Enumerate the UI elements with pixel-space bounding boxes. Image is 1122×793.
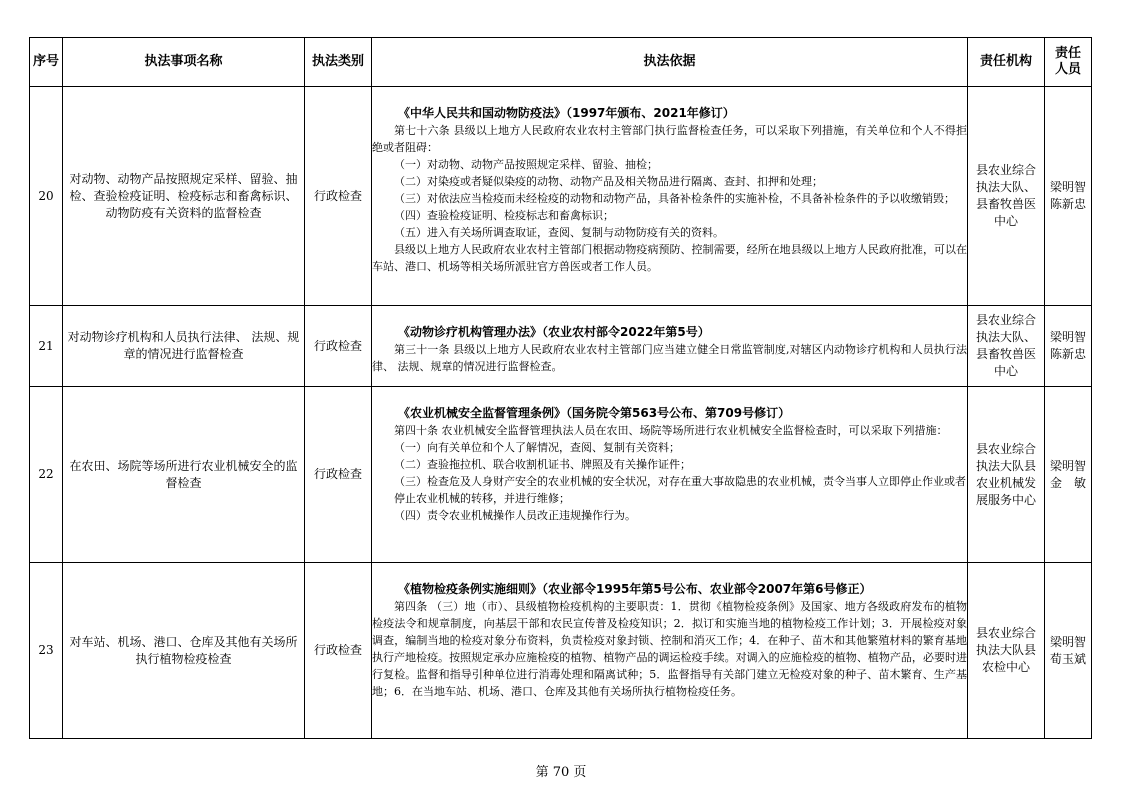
page-number: 第 70 页 [535, 765, 587, 780]
item-name [63, 387, 305, 563]
law-title: 《农业机械安全监督管理条例》（国务院令第563号公布、第709号修订） [398, 406, 791, 420]
row-number: 22 [30, 387, 63, 563]
header-agency: 责任机构 [968, 38, 1045, 87]
agency-text: 县农业综合执法大队县农检中心 [975, 626, 1036, 674]
item-name-text: 对车站、机场、港口、仓库及其他有关场所执行植物检疫检查 [69, 634, 298, 666]
header-basis: 执法依据 [372, 38, 968, 87]
item-category: 行政检查 [305, 387, 372, 563]
table-row [30, 387, 1092, 563]
header-row [30, 38, 1092, 87]
law-item: （四）查验检疫证明、检疫标志和畜禽标识； [394, 209, 614, 222]
responsible-agency [968, 563, 1045, 739]
law-item: （一）向有关单位和个人了解情况，查阅、复制有关资料； [394, 441, 680, 454]
responsible-agency [968, 387, 1045, 563]
person-name: 金 敏 [1049, 475, 1086, 490]
legal-basis [372, 87, 968, 306]
law-paragraph: 县级以上地方人民政府农业农村主管部门根据动物疫病预防、控制需要，经所在地县级以上地方人民政府批准，可以在车站、港口、机场等相关场所派驻官方兽医或者工作人员。 [372, 243, 967, 273]
person-name: 荀玉斌 [1049, 651, 1086, 666]
agency-text: 县农业综合执法大队、县畜牧兽医中心 [975, 163, 1036, 228]
header-category: 执法类别 [305, 38, 372, 87]
law-item: （五）进入有关场所调查取证，查阅、复制与动物防疫有关的资料。 [394, 226, 724, 239]
law-item: （三）检查危及人身财产安全的农业机械的安全状况，对存在重大事故隐患的农业机械，责令当事人立即停止作业或者停止农业机械的转移，并进行维修； [394, 475, 966, 505]
table-row [30, 87, 1092, 306]
enforcement-table [29, 37, 1092, 739]
row-number: 23 [30, 563, 63, 739]
person-name: 梁明智 [1049, 180, 1086, 194]
law-item: （四）责令农业机械操作人员改正违规操作行为。 [394, 509, 636, 522]
law-item: （二）对染疫或者疑似染疫的动物、动物产品及相关物品进行隔离、查封、扣押和处理； [394, 175, 823, 188]
person-name: 梁明智 [1049, 330, 1086, 344]
agency-text: 县农业综合执法大队县农业机械发展服务中心 [975, 441, 1036, 507]
responsible-agency [968, 87, 1045, 306]
header-name: 执法事项名称 [63, 38, 305, 87]
item-name [63, 87, 305, 306]
table-row [30, 563, 1092, 739]
law-paragraph: 第四十条 农业机械安全监督管理执法人员在农田、场院等场所进行农业机械安全监督检查时，可以采取下列措施： [394, 424, 948, 437]
law-title: 《动物诊疗机构管理办法》（农业农村部令2022年第5号） [398, 325, 710, 339]
law-paragraph: 第七十六条 县级以上地方人民政府农业农村主管部门执行监督检查任务，可以采取下列措施，有关单位和个人不得拒绝或者阻碍： [372, 124, 967, 154]
law-paragraph: 第四条 （三）地（市）、县级植物检疫机构的主要职责：1．贯彻《植物检疫条例》及国家、地方各级政府发布的植物检疫法令和规章制度，向基层干部和农民宣传普及检疫知识；2．拟订和实施当地的植物检疫工作计划；3．开展检疫对象调查，编制当地的检疫对象分布资料，负责检疫对象封锁、控制和消灭工作；4．在种子、苗木和其他繁殖材料的繁育基地执行产地检疫。按照规定承办应施检疫的植物、植物产品的调运检疫手续。对调入的应施检疫的植物、植物产品，必要时进行复检。监督和指导引种单位进行消毒处理和隔离试种；5．监督指导有关部门建立无检疫对象的种子、苗木繁育、生产基地；6．在当地车站、机场、港口、仓库及其他有关场所执行植物检疫任务。 [372, 600, 967, 698]
law-item: （三）对依法应当检疫而未经检疫的动物和动物产品，具备补检条件的实施补检，不具备补检条件的予以收缴销毁； [394, 192, 955, 205]
item-name-text: 对动物、动物产品按照规定采样、留验、抽检、查验检疫证明、检疫标志和畜禽标识、动物防疫有关资料的监督检查 [69, 171, 298, 220]
law-title: 《中华人民共和国动物防疫法》（1997年颁布、2021年修订） [398, 106, 735, 120]
law-item: （一）对动物、动物产品按照规定采样、留验、抽检； [394, 158, 658, 171]
legal-basis [372, 306, 968, 387]
person-name: 陈新忠 [1049, 197, 1086, 211]
item-category: 行政检查 [305, 87, 372, 306]
responsible-persons [1045, 306, 1092, 387]
row-number: 21 [30, 306, 63, 387]
person-name: 陈新忠 [1049, 347, 1086, 361]
law-paragraph: 第三十一条 县级以上地方人民政府农业农村主管部门应当建立健全日常监管制度,对辖区内动物诊疗机构和人员执行法律、 法规、规章的情况进行监督检查。 [372, 343, 967, 373]
table-row [30, 306, 1092, 387]
responsible-persons [1045, 387, 1092, 563]
item-category: 行政检查 [305, 563, 372, 739]
header-no: 序号 [30, 38, 63, 87]
person-name: 梁明智 [1049, 458, 1086, 473]
item-name [63, 306, 305, 387]
item-category: 行政检查 [305, 306, 372, 387]
person-name: 梁明智 [1049, 634, 1086, 649]
legal-basis [372, 387, 968, 563]
item-name-text: 在农田、场院等场所进行农业机械安全的监督检查 [69, 458, 298, 490]
responsible-persons [1045, 87, 1092, 306]
row-number: 20 [30, 87, 63, 306]
legal-basis [372, 563, 968, 739]
responsible-agency [968, 306, 1045, 387]
item-name-text: 对动物诊疗机构和人员执行法律、 法规、规章的情况进行监督检查 [67, 330, 300, 361]
agency-text: 县农业综合执法大队、县畜牧兽医中心 [975, 313, 1036, 378]
law-item: （二）查验拖拉机、联合收割机证书、牌照及有关操作证件； [394, 458, 691, 471]
header-person: 责任人员 [1045, 38, 1092, 87]
item-name [63, 563, 305, 739]
responsible-persons [1045, 563, 1092, 739]
law-title: 《植物检疫条例实施细则》（农业部令1995年第5号公布、农业部令2007年第6号修正） [398, 582, 872, 596]
